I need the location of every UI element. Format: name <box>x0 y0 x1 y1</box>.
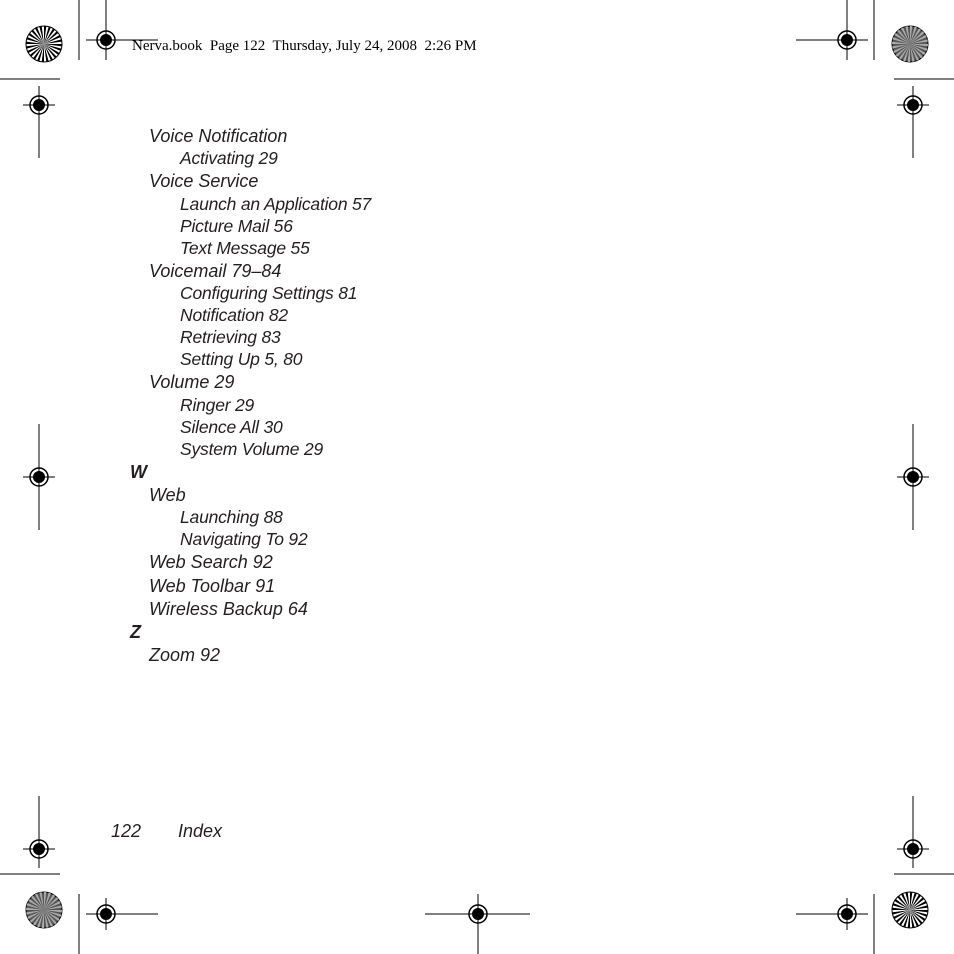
index-subentry: Retrieving 83 <box>180 327 281 347</box>
index-subentry: Silence All 30 <box>180 417 283 437</box>
index-entry-web-toolbar: Web Toolbar 91 <box>149 576 276 596</box>
index-subentry: Navigating To 92 <box>180 529 308 549</box>
index-entry-zoom: Zoom 92 <box>149 645 221 665</box>
index-subentry: Ringer 29 <box>180 395 255 415</box>
index-entry-voicemail: Voicemail 79–84 <box>149 261 282 281</box>
index-subentry: Configuring Settings 81 <box>180 283 358 303</box>
index-subentry: Text Message 55 <box>180 238 310 258</box>
registration-mark <box>90 24 122 56</box>
index-entry-voice-service: Voice Service <box>149 171 259 191</box>
index-subentry: Setting Up 5, 80 <box>180 349 303 369</box>
registration-mark <box>897 89 929 121</box>
registration-mark <box>831 898 863 930</box>
index-entry-web-search: Web Search 92 <box>149 552 273 572</box>
registration-mark <box>90 898 122 930</box>
registration-mark <box>23 833 55 865</box>
index-subentry: Picture Mail 56 <box>180 216 293 236</box>
index-entry-web: Web <box>149 485 186 505</box>
star-target-mark <box>26 26 62 62</box>
registration-mark <box>23 89 55 121</box>
star-target-mark <box>892 26 928 62</box>
print-header: Nerva.book Page 122 Thursday, July 24, 2008 2:26 PM <box>132 38 477 54</box>
star-target-mark <box>26 892 62 928</box>
registration-mark <box>897 461 929 493</box>
index-letter-w: W <box>130 462 147 482</box>
index-subentry: Notification 82 <box>180 305 288 325</box>
index-subentry: System Volume 29 <box>180 439 324 459</box>
section-title: Index <box>178 821 223 841</box>
star-target-mark <box>892 892 928 928</box>
registration-mark <box>462 898 494 930</box>
registration-mark <box>23 461 55 493</box>
index-letter-z: Z <box>130 622 141 642</box>
index-entry-voice-notification: Voice Notification <box>149 126 288 146</box>
registration-mark <box>897 833 929 865</box>
page-number: 122 <box>111 821 142 841</box>
registration-mark <box>831 24 863 56</box>
index-entry-wireless-backup: Wireless Backup 64 <box>149 599 308 619</box>
index-entry-volume: Volume 29 <box>149 372 235 392</box>
index-subentry: Launching 88 <box>180 507 283 527</box>
index-subentry: Activating 29 <box>180 148 278 168</box>
index-subentry: Launch an Application 57 <box>180 194 372 214</box>
